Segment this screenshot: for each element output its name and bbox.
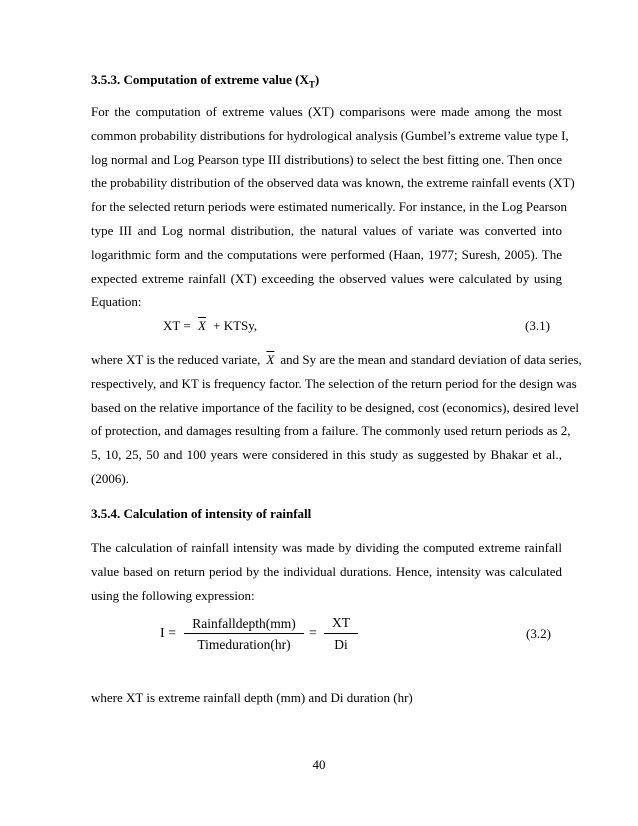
paragraph-line: using the following expression:: [91, 587, 255, 603]
paragraph-line: log normal and Log Pearson type III distributions) to select the best fitting one. Then once: [91, 151, 562, 167]
paragraph-line-with-symbol: [91, 348, 582, 372]
paragraph-line: for the selected return periods were estimated numerically. For instance, in the Log Pearson: [91, 199, 568, 215]
fraction-bar: [184, 633, 304, 634]
paragraph-line: For the computation of extreme values (XT) comparisons were made among the most: [91, 104, 562, 119]
fraction-bar: [324, 633, 358, 634]
paragraph-line: The calculation of rainfall intensity was made by dividing the computed extreme rainfall: [91, 540, 562, 555]
equation-3-1: [163, 318, 257, 334]
paragraph-intensity: [91, 536, 562, 607]
paragraph-definition: [91, 686, 562, 710]
paragraph-extreme-value: [91, 100, 575, 314]
paragraph-line: common probability distributions for hydrological analysis (Gumbel’s extreme value type I,: [91, 127, 569, 143]
paragraph-line: logarithmic form and the computations were performed (Haan, 1977; Suresh, 2005). The: [91, 246, 562, 262]
paragraph-line: 5, 10, 25, 50 and 100 years were considered in this study as suggested by Bhakar et al.,: [91, 447, 562, 463]
fraction-numerator: Rainfalldepth(mm): [192, 616, 296, 631]
paragraph-line: expected extreme rainfall (XT) exceeding the observed values were calculated by using: [91, 270, 562, 286]
equation-rhs: + KTSy,: [213, 318, 258, 333]
page-number: 40: [312, 757, 326, 772]
paragraph-line: where XT is extreme rainfall depth (mm) and Di duration (hr): [91, 690, 413, 705]
paragraph-line: type III and Log normal distribution, the natural values of variate was converted into: [91, 222, 562, 238]
paragraph-line: based on the relative importance of the facility to be designed, cost (economics), desired level: [91, 399, 580, 415]
x-bar-symbol: $\overline{X}$: [197, 318, 206, 333]
equation-lhs: XT =: [163, 318, 191, 333]
line-start: where XT is the reduced variate,: [91, 352, 261, 367]
paragraph-line: the probability distribution of the observed data was known, the extreme rainfall events (XT): [91, 175, 575, 191]
fraction-denominator: Di: [334, 637, 348, 652]
paragraph-line: Equation:: [91, 294, 142, 310]
paragraph-line: of protection, and damages resulting from a failure. The commonly used return periods as 2,: [91, 423, 571, 439]
equation-number-3-2: (3.2): [526, 626, 551, 641]
heading-end: ): [314, 72, 320, 87]
equation-number-3-1: (3.1): [525, 318, 550, 333]
fraction-numerator: XT: [332, 615, 350, 630]
x-bar-symbol: $\overline{X}$: [266, 352, 275, 367]
heading-subscript: T: [308, 79, 315, 90]
line-end: and Sy are the mean and standard deviation of data series,: [280, 352, 582, 367]
equals-sign: =: [309, 626, 317, 641]
paragraph-return-period: [91, 348, 582, 491]
paragraph-line: respectively, and KT is frequency factor. The selection of the return period for the design was: [91, 375, 577, 391]
equation-lhs: I =: [160, 626, 177, 641]
heading-text: 3.5.3. Computation of extreme value (X: [91, 72, 309, 87]
paragraph-line: (2006).: [91, 470, 129, 486]
section-heading-3-5-3: [91, 72, 319, 90]
fraction-denominator: Timeduration(hr): [197, 637, 291, 652]
paragraph-line: value based on return period by the individual durations. Hence, intensity was calculated: [91, 563, 562, 579]
section-heading-3-5-4: 3.5.4. Calculation of intensity of rainfall: [91, 506, 312, 521]
